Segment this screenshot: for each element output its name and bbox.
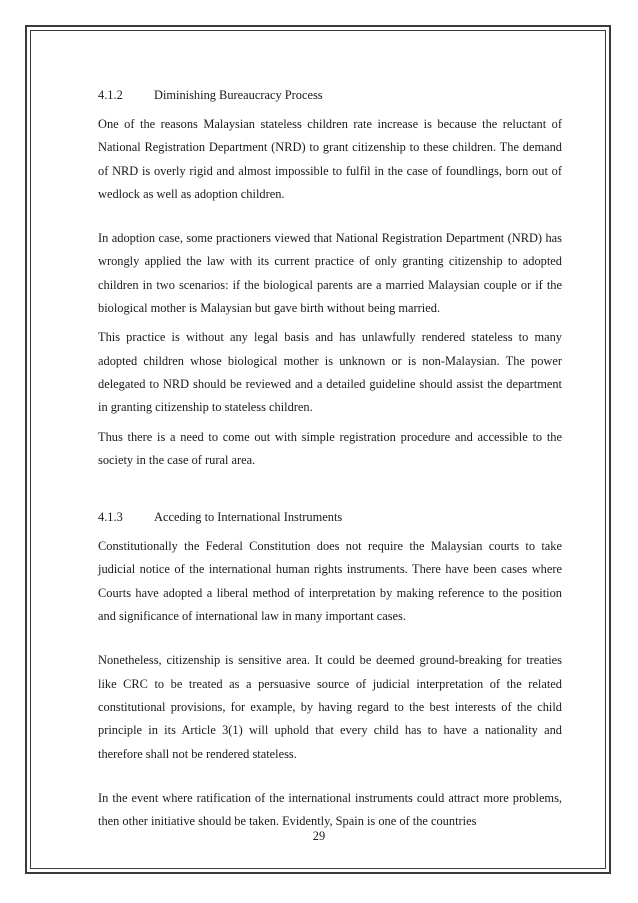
section-heading-4-1-3: [98, 506, 562, 529]
paragraph: This practice is without any legal basis and has unlawfully rendered stateless to many adopted children whose biological mother is unknown or is non-Malaysian. The power delegated to NRD should be reviewed and a detailed guideline should assist the department in granting citizenship to stateless children.: [98, 330, 562, 415]
paragraph: Constitutionally the Federal Constitution does not require the Malaysian courts to take judicial notice of the international human rights instruments. There have been cases where Courts have adopted a liberal method of interpretation by making reference to the position and significance of international law in many important cases.: [98, 539, 562, 624]
section-number: 4.1.3: [98, 510, 123, 525]
section-title: Acceding to International Instruments: [154, 510, 343, 525]
paragraph: Nonetheless, citizenship is sensitive area. It could be deemed ground-breaking for treaties like CRC to be treated as a persuasive source of judicial interpretation of the related constitutional provisions, for example, by having regard to the best interests of the child principle in its Article 3(1) will uphold that every child has to have a nationality and therefore shall not be rendered stateless.: [98, 653, 562, 761]
section-number: 4.1.2: [98, 88, 123, 102]
page-number: 29: [312, 829, 326, 843]
paragraph: One of the reasons Malaysian stateless children rate increase is because the reluctant of National Registration Department (NRD) to grant citizenship to these children. The demand of NRD is overly rigid and almost impossible to fulfil in the case of foundlings, born out of wedlock as well as adoption children.: [98, 117, 562, 201]
paragraph: In adoption case, some practioners viewed that National Registration Department (NRD) has wrongly applied the law with its current practice of only granting citizenship to adopted children in two scenarios: if the biological parents are a married Malaysian couple or if the biological mother is Malaysian but gave birth without being married.: [98, 231, 562, 316]
paragraph: In the event where ratification of the international instruments could attract more problems, then other initiative should be taken. Evidently, Spain is one of the countries: [98, 790, 562, 829]
document-body: [98, 84, 562, 833]
paragraph: Thus there is a need to come out with simple registration procedure and accessible to the society in the case of rural area.: [98, 429, 562, 467]
section-heading-4-1-2: [98, 84, 562, 107]
section-title: Diminishing Bureaucracy Process: [154, 88, 323, 102]
